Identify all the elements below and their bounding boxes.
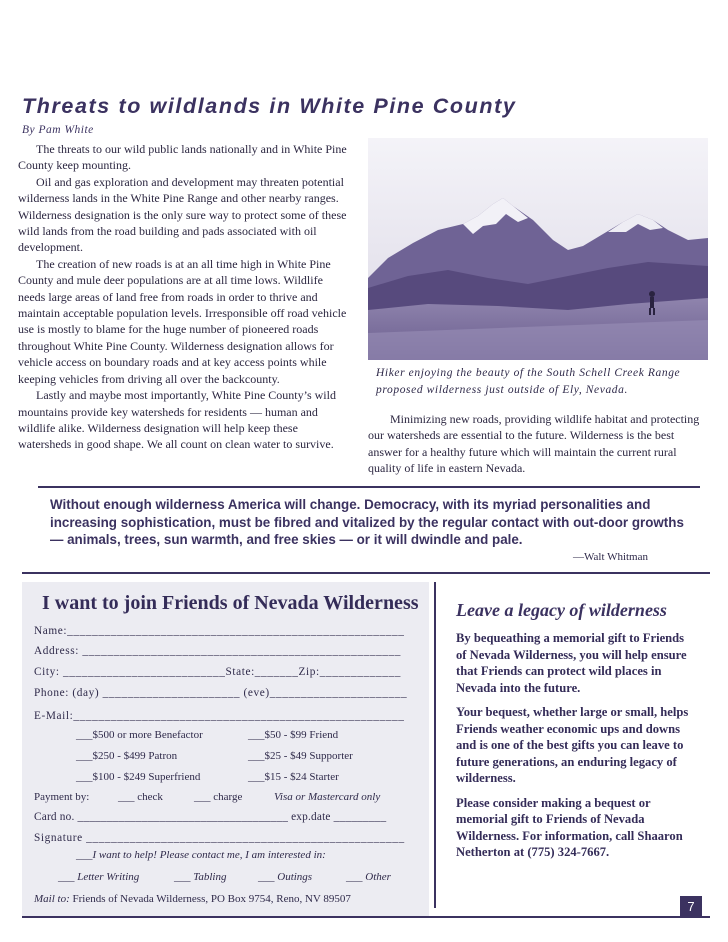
level-superfriend-option[interactable]: ___$100 - $249 Superfriend — [76, 771, 201, 783]
help-volunteer-option[interactable]: ___I want to help! Please contact me, I am interested in: — [76, 849, 326, 861]
article-byline: By Pam White — [22, 124, 94, 136]
legacy-title: Leave a legacy of wilderness — [456, 600, 667, 620]
quote-attribution: —Walt Whitman — [573, 551, 648, 563]
phone-field[interactable]: Phone: (day) ______________________ (eve)______________________ — [34, 687, 408, 699]
quote-text: Without enough wilderness America will change. Democracy, with its myriad personalities and increasing sophistication, must be fibred and vitalized by the regular contact with out-door growths — animals, trees, sun warmth, and free skies — or it will dwindle and pale. — [50, 497, 684, 548]
payment-check-option[interactable]: ___ check — [118, 791, 163, 803]
signature-field[interactable]: Signature ___________________________________________________ — [34, 832, 405, 844]
article-paragraph: The threats to our wild public lands nationally and in White Pine County keep mounting. — [18, 142, 347, 173]
membership-form-title: I want to join Friends of Nevada Wilderness — [42, 592, 419, 614]
page-number: 7 — [680, 896, 702, 918]
article-paragraph: The creation of new roads is at an all time high in White Pine County and mule deer populations are at all time lows. Wildlife needs large areas of land free from roads in order to thrive and maintain acceptable population levels. Irresponsible off road vehicle use is mostly to blame for the huge number of pioneered roads throughout White Pine County. Wilderness designation allows for vehicle access on boundary roads and at key access points while keeping vehicles from driving all over the backcounty. — [18, 256, 347, 386]
interest-outings[interactable]: ___ Outings — [258, 871, 313, 883]
legacy-paragraph: Your bequest, whether large or small, helps Friends weather economic ups and downs and is one of the best gifts you can leave to future generations, an enduring legacy of wilderness. — [456, 705, 689, 785]
level-benefactor-option[interactable]: ___$500 or more Benefactor — [76, 729, 203, 741]
article-paragraph: Lastly and maybe most importantly, White Pine County’s wild mountains provide key watersheds for residents — human and wildlife alike. Wilderness designation will help keep these watersheds in good shape. We all count on clean water to survive. — [18, 388, 336, 452]
email-field[interactable]: E-Mail:_____________________________________________________ — [34, 710, 405, 722]
level-friend-option[interactable]: ___$50 - $99 Friend — [248, 729, 339, 741]
mountain-photo-illustration — [368, 138, 708, 360]
address-field[interactable]: Address: ___________________________________________________ — [34, 645, 402, 657]
mail-to-label: Mail to: — [34, 893, 70, 905]
interest-other[interactable]: ___ Other — [346, 871, 391, 883]
payment-charge-option[interactable]: ___ charge — [194, 791, 243, 803]
level-supporter-option[interactable]: ___$25 - $49 Supporter — [248, 750, 353, 762]
card-number-field[interactable]: Card no. ____________________________________ exp.date _________ — [34, 811, 387, 823]
name-field[interactable]: Name:______________________________________________________ — [34, 625, 405, 637]
level-starter-option[interactable]: ___$15 - $24 Starter — [248, 771, 339, 783]
interest-tabling[interactable]: ___ Tabling — [174, 871, 227, 883]
level-patron-option[interactable]: ___$250 - $499 Patron — [76, 750, 178, 762]
mountain-photo — [368, 138, 708, 360]
legacy-paragraph: By bequeathing a memorial gift to Friends of Nevada Wilderness, you will help ensure that Friends can protect wild places in Nevada into the future. — [456, 631, 687, 695]
interest-letter-writing[interactable]: ___ Letter Writing — [58, 871, 140, 883]
quote-top-rule — [38, 486, 700, 488]
payment-cards-note: Visa or Mastercard only — [274, 791, 381, 803]
column-divider — [434, 582, 436, 908]
city-state-zip-field[interactable]: City: __________________________State:_______Zip:_____________ — [34, 666, 402, 678]
article-paragraph: Oil and gas exploration and development may threaten potential wilderness lands in the White Pine Range and other nearby ranges. Wilderness designation is the only sure way to protect some of these wild lands from the road building and pads associated with oil development. — [18, 174, 347, 255]
closing-paragraph-text: Minimizing new roads, providing wildlife habitat and protecting our watersheds are essential to the future. Wilderness is the best answer for a healthy future which will maintain the current rural quality of life in eastern Nevada. — [368, 412, 700, 476]
legacy-body — [456, 630, 692, 869]
quote-bottom-rule — [22, 572, 710, 574]
page-bottom-rule — [22, 916, 710, 918]
article-title: Threats to wildlands in White Pine County — [22, 94, 517, 118]
payment-label: Payment by: — [34, 791, 90, 803]
mail-to-line — [34, 893, 351, 905]
article-body — [18, 141, 348, 453]
closing-paragraph — [368, 411, 710, 477]
mail-to-address: Friends of Nevada Wilderness, PO Box 9754, Reno, NV 89507 — [72, 893, 351, 905]
photo-caption: Hiker enjoying the beauty of the South Schell Creek Range proposed wilderness just outside of Ely, Nevada. — [376, 367, 681, 396]
legacy-paragraph: Please consider making a bequest or memorial gift to Friends of Nevada Wilderness. For information, call Shaaron Netherton at (775) 324-7667. — [456, 795, 683, 859]
